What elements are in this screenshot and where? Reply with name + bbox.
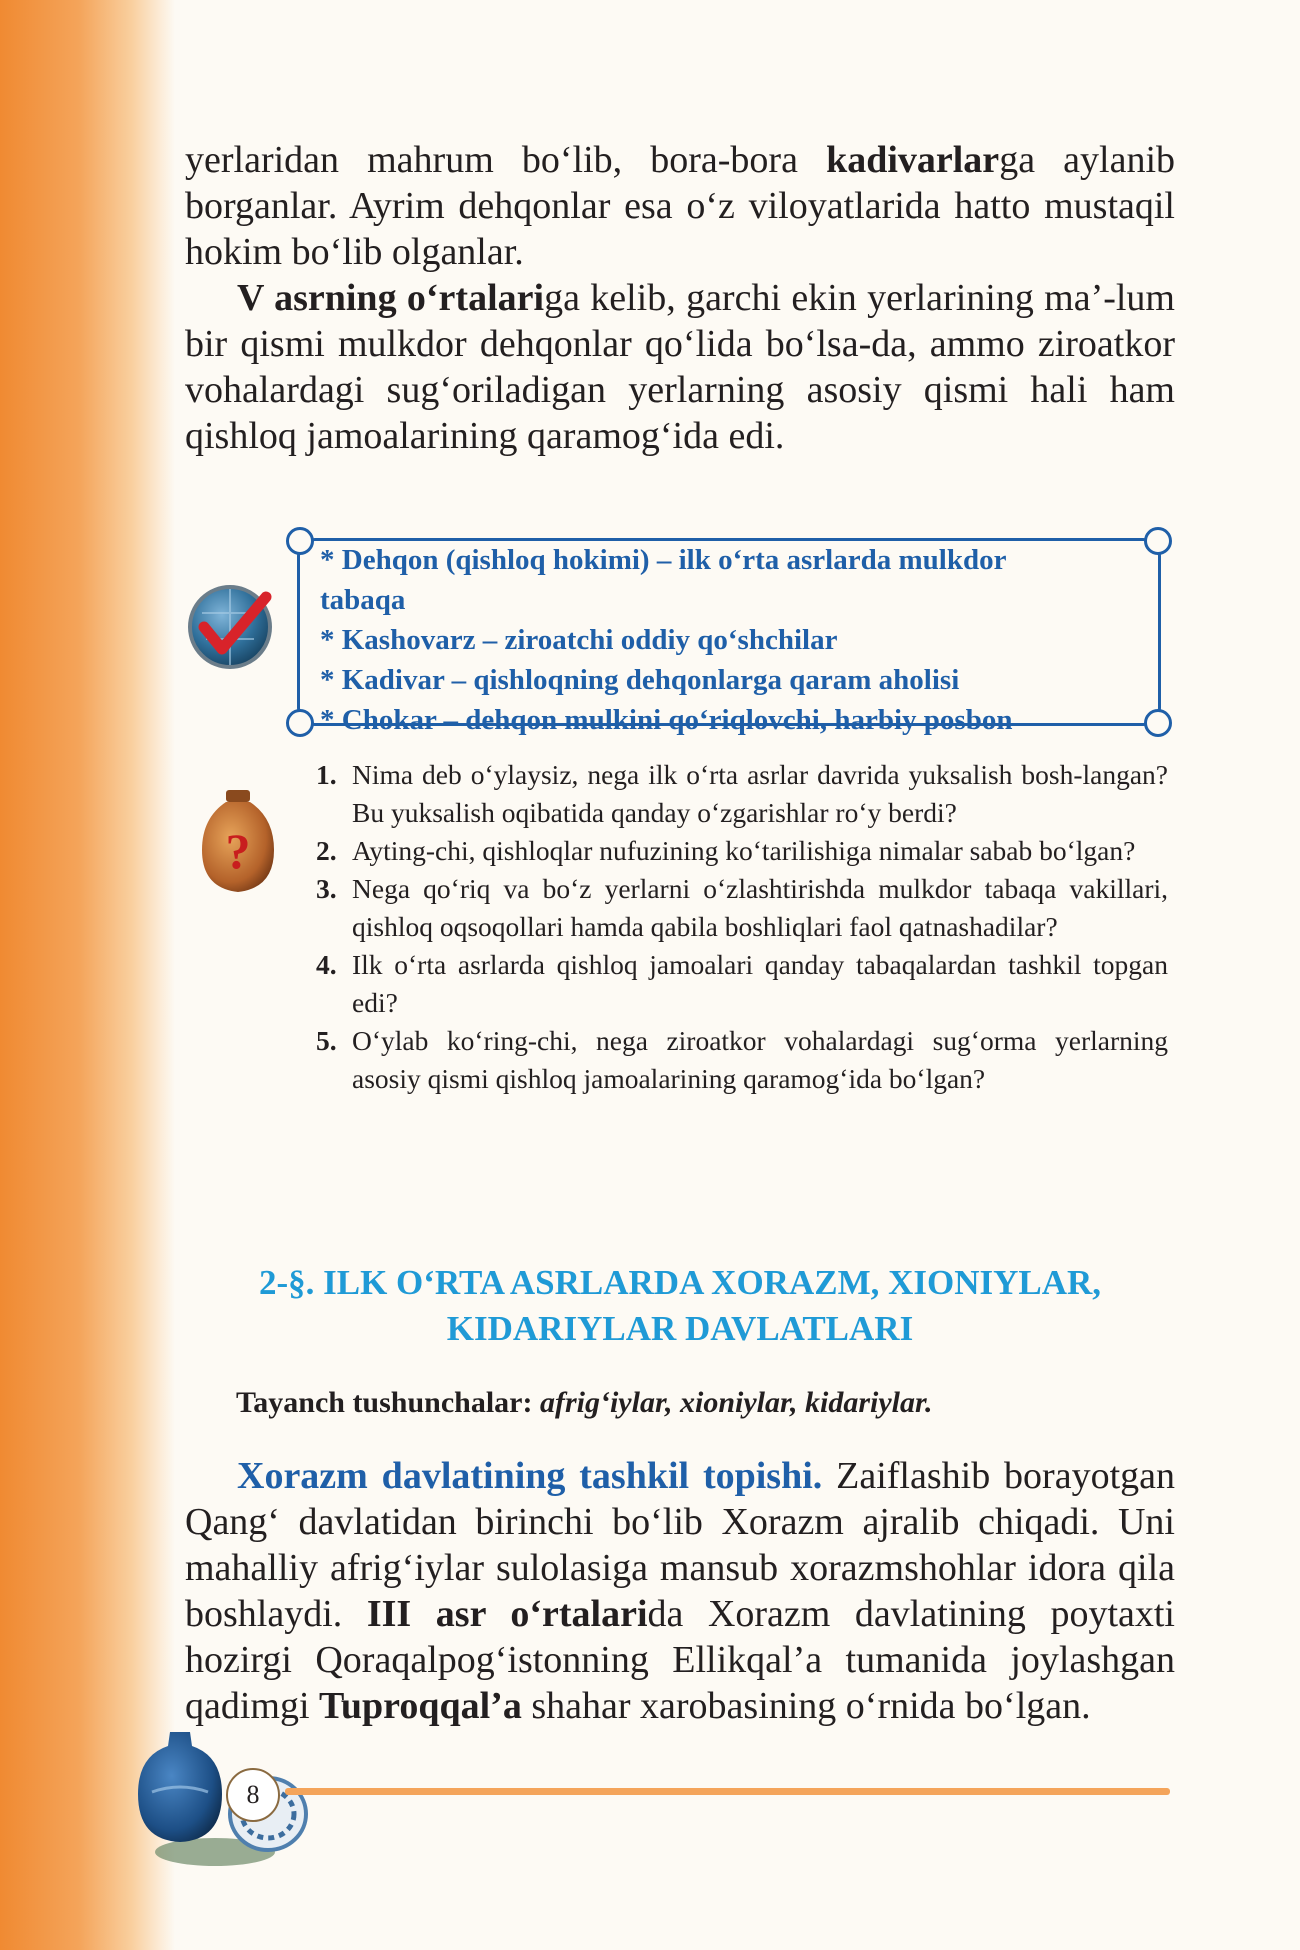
svg-text:?: ? [225,823,251,879]
question-item: 1. Nima deb o‘ylaysiz, nega ilk o‘rta asrlar davrida yuksalish bosh-langan? Bu yuksalish oqibatida qanday o‘zgarishlar ro‘y berdi? [316,759,1168,828]
box-corner [286,527,314,555]
definition-line: * Chokar – dehqon mulkini qo‘riqlovchi, harbiy posbon [320,704,1013,736]
footer-line [285,1788,1170,1795]
review-questions [316,756,1168,1098]
subheading-xorazm: Xorazm davlatining tashkil topishi. [237,1455,823,1497]
question-item: 3. Nega qo‘riq va bo‘z yerlarni o‘zlashtirishda mulkdor tabaqa vakillari, qishloq oqsoqollari hamda qabila boshliqlari faol qatnashadilar? [316,873,1168,942]
page-number: 8 [226,1768,280,1822]
box-corner [286,709,314,737]
orange-side-band [0,0,175,1950]
xorazm-paragraph: Xorazm davlatining tashkil topishi. Zaiflashib borayotgan Qang‘ davlatidan birinchi bo‘lib Xorazm ajralib chiqadi. Uni mahalliy afrig‘iylar sulolasiga mansub xorazmshohlar idora qila boshlaydi. III asr o‘rtalarida Xorazm davlatining poytaxti hozirgi Qoraqalpog‘istonning Ellikqal’a tumanida joylashgan qadimgi Tuproqqal’a shahar xarobasining o‘rnida bo‘lgan. [185,1455,1175,1727]
intro-paragraph-2: V asrning o‘rtalariga kelib, garchi ekin yerlarining ma’-lum bir qismi mulkdor dehqonlar qo‘lida bo‘lsa-da, ammo ziroatkor vohalardagi sug‘oriladigan yerlarning asosiy qismi hali ham qishloq jamoalarining qaramog‘ida edi. [185,277,1175,457]
question-item: 2. Ayting-chi, qishloqlar nufuzining ko‘tarilishiga nimalar sabab bo‘lgan? [316,835,1136,866]
term-v-asr: V asrning o‘rtalari [237,277,545,319]
definition-line: * Kadivar – qishloqning dehqonlarga qaram aholisi [320,664,960,696]
xorazm-text [185,1453,1175,1729]
question-vase-icon [196,788,280,896]
section-heading: 2-§. ILK O‘RTA ASRLARDA XORAZM, XIONIYLAR, KIDARIYLAR DAVLATLARI [258,1263,1102,1348]
definition-line: * Kashovarz – ziroatchi oddiy qo‘shchilar [320,624,838,656]
definition-line: tabaqa [320,584,406,616]
checkmark-emblem-icon [186,583,274,671]
intro-text [185,137,1175,459]
intro-paragraph-1: yerlaridan mahrum bo‘lib, bora-bora kadivarlarga aylanib borganlar. Ayrim dehqonlar esa o‘z viloyatlarida hatto mustaqil hokim bo‘lib olganlar. [185,139,1176,273]
pottery-icon [130,1722,310,1872]
key-concepts: Tayanch tushunchalar: afrig‘iylar, xioniylar, kidariylar. [236,1386,933,1419]
question-item: 5. O‘ylab ko‘ring-chi, nega ziroatkor vohalardagi sug‘orma yerlarning asosiy qismi qishloq jamoalarining qaramog‘ida bo‘lgan? [316,1025,1168,1094]
term-kadivarlar: kadivarlar [826,139,1000,181]
definitions-list [320,540,1160,740]
definition-line: * Dehqon (qishloq hokimi) – ilk o‘rta asrlarda mulkdor [320,544,1007,576]
question-item: 4. Ilk o‘rta asrlarda qishloq jamoalari qanday tabaqalardan tashkil topgan edi? [316,949,1168,1018]
